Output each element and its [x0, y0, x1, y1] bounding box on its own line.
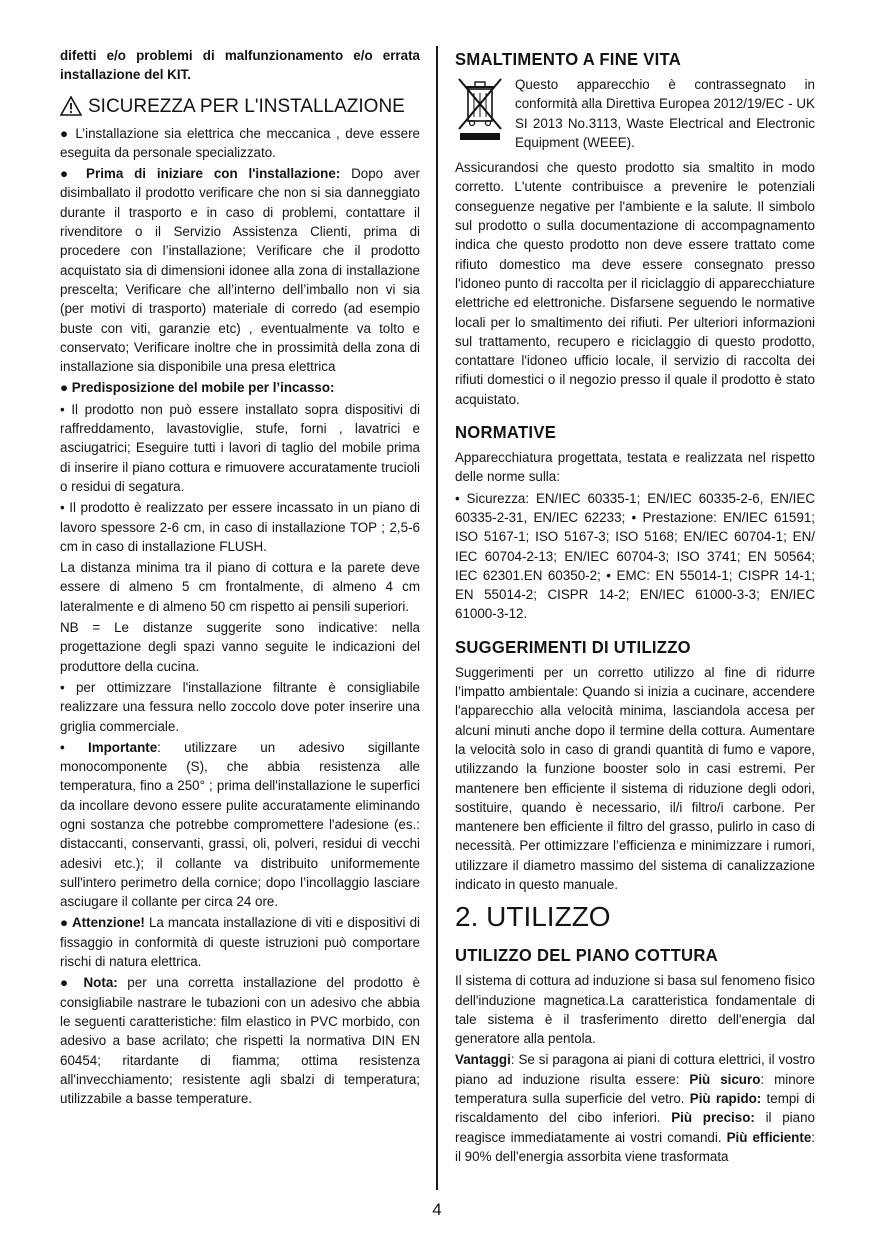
- paragraph: ● Predisposizione del mobile per l’incasso:: [60, 380, 335, 396]
- paragraph: ● L’installazione sia elettrica che meccanica , deve essere eseguita da personale specializzato.: [60, 125, 420, 160]
- paragraph: Vantaggi: Se si paragona ai piani di cottura elettrici, il vostro piano ad induzione risulta essere: Più sicuro: minore temperatura sulla superficie del vetro. Più rapido: tempi di riscaldamento del cibo inferiori. Più preciso: il piano reagisce immediatamente ai vostri comandi. Più efficiente: il 90% dell'energia assorbita viene trasformata: [455, 1052, 815, 1164]
- disposal-heading: SMALTIMENTO A FINE VITA: [455, 49, 682, 69]
- warning-triangle-icon: [60, 96, 82, 116]
- paragraph: Suggerimenti per un corretto utilizzo al fine di ridurre l’impatto ambientale: Quando si inizia a cucinare, accendere l'apparecchio alla velocità minima, lasciandola accesa per alcuni minuti anche dopo il termine della cottura. Aumentare la velocità solo in caso di grandi quantità di fumo e vapore, utilizzando la funzione booster solo in casi estremi. Per mantenere ben efficiente il sistema di riduzione degli odori, sostituire, quando è necessario, il/i filtro/i carbone. Per mantenere ben efficiente il filtro del grasso, pulirlo in caso di necessità. Per ottimizzare l’efficienza e minimizzare i rumori, utilizzare il diametro massimo del sistema di canalizzazione indicato in questo manuale.: [455, 664, 815, 892]
- paragraph: • Sicurezza: EN/IEC 60335-1; EN/IEC 60335-2-6, EN/IEC 60335-2-31, EN/IEC 62233; • Prestazione: EN/IEC 61591; ISO 5167-1; ISO 5167-3; ISO 5168; EN/IEC 60704-1; EN/ IEC 60704-2-13; EN/IEC 60704-3; ISO 3741; EN 50564; IEC 62301.EN 60350-2; • EMC: EN 55014-1; CISPR 14-1; EN 55014-2; CISPR 14-2; EN/IEC 61000-3-3; EN/IEC 61000-3-12.: [455, 490, 815, 622]
- paragraph: NB = Le distanze suggerite sono indicative: nella progettazione degli spazi vanno seguite le indicazioni del produttore della cucina.: [60, 620, 420, 674]
- page-number: 4: [432, 1200, 442, 1219]
- use-heading: UTILIZZO DEL PIANO COTTURA: [455, 945, 718, 966]
- weee-block: [455, 75, 815, 152]
- paragraph: La distanza minima tra il piano di cottura e la parete deve essere di almeno 5 cm frontalmente, di almeno 4 cm lateralmente e di almeno 50 cm rispetto ai pensili superiori.: [60, 560, 420, 614]
- safety-heading: [60, 95, 420, 118]
- paragraph: Apparecchiatura progettata, testata e realizzata nel rispetto delle norme sulla:: [455, 450, 815, 485]
- right-column: [455, 46, 815, 1168]
- paragraph: ● Attenzione! La mancata installazione di viti e dispositivi di fissaggio in conformità di queste istruzioni può comportare rischi di natura elettrica.: [60, 915, 420, 970]
- paragraph: ● Nota: per una corretta installazione del prodotto è consigliabile nastrare le tubazioni con un adesivo che abbia le seguenti caratteristiche: film elastico in PVC morbido, con adesivo a base acrilato; che rispetti la normativa DIN EN 60454; ritardante di fiamma; ottima resistenza all'invecchiamento; resistente agli sbalzi di temperatura; utilizzabile a basse temperature.: [60, 975, 420, 1107]
- paragraph: Assicurandosi che questo prodotto sia smaltito in modo corretto. L'utente contribuisce a prevenire le potenziali conseguenze negative per l'ambiente e la salute. Il simbolo sul prodotto o sulla documentazione di accompagnamento indica che questo prodotto non deve essere trattato come rifiuto domestico ma deve essere consegnato presso l'idoneo punto di raccolta per il riciclaggio di apparecchiature elettriche ed elettroniche. Disfarsene seguendo le normative locali per lo smaltimento dei rifiuti. Per ulteriori informazioni sul trattamento, recupero e riciclaggio di questo prodotto, contattare l'idoneo ufficio locale, il servizio di raccolta dei rifiuti domestici o il negozio presso il quale il prodotto è stato acquistato.: [455, 160, 815, 407]
- intro-text: difetti e/o problemi di malfunzionamento e/o errata installazione del KIT.: [60, 48, 420, 83]
- paragraph: • Il prodotto è realizzato per essere incassato in un piano di lavoro spessore 2-6 cm, in caso di installazione TOP ; 2,5-6 cm in caso di installazione FLUSH.: [60, 500, 420, 554]
- safety-heading-text: SICUREZZA PER L'INSTALLAZIONE: [88, 95, 405, 117]
- paragraph: • Il prodotto non può essere installato sopra dispositivi di raffreddamento, lavastoviglie, stufe, forni , lavatrici e asciugatrici; Eseguire tutti i lavori di taglio del mobile prima di inserire il piano cottura e rimuovere accuratamente trucioli o residui di segatura.: [60, 401, 420, 494]
- left-column: [60, 46, 420, 1110]
- column-divider: [436, 46, 438, 1190]
- paragraph: Il sistema di cottura ad induzione si basa sul fenomeno fisico dell'induzione magnetica.La caratteristica fondamentale di tale sistema è il trasferimento diretto dell'energia dal generatore alla pentola.: [455, 973, 815, 1047]
- paragraph: • Importante: utilizzare un adesivo sigillante monocomponente (S), che abbia resistenza alle temperatura, fino a 250° ; prima dell'installazione le superfici da incollare devono essere pulite accuratamente eliminando ogni sostanza che potrebbe compromettere l'adesione (es.: distaccanti, conservanti, grassi, oli, polveri, residui di vecchi adesivi etc.); il collante va distribuito uniformemente sull'intero perimetro della cornice; dopo l’incollaggio lasciare asciugare il collante per circa 24 ore.: [60, 739, 421, 910]
- crossed-out-bin-icon: [455, 75, 507, 143]
- weee-text: Questo apparecchio è contrassegnato in conformità alla Direttiva Europea 2012/19/EC - UK SI 2013 No.3113, Waste Electrical and Electronic Equipment (WEEE).: [515, 77, 815, 150]
- section-title: 2. UTILIZZO: [455, 901, 611, 933]
- norms-heading: NORMATIVE: [455, 422, 557, 443]
- paragraph: • per ottimizzare l'installazione filtrante è consigliabile realizzare una fessura nello zoccolo dove poter inserire una griglia commerciale.: [60, 679, 420, 734]
- tips-heading: SUGGERIMENTI DI UTILIZZO: [455, 636, 691, 657]
- paragraph: ● Prima di iniziare con l'installazione: Dopo aver disimballato il prodotto verificare che non si sia danneggiato durante il trasporto e in caso di problemi, contattare il rivenditore o il Servizio Assistenza Clienti, prima di procedere con l’installazione; Verificare che il prodotto acquistato sia di dimensioni idonee alla zona di installazione prescelta; Verificare che all’interno dell’imballo non vi sia (per motivi di trasporto) materiale di corredo (ad esempio buste con viti, garanzie etc) , eventualmente va tolto e conservato; Verificare inoltre che in prossimità della zona di installazione sia disponibile una presa elettrica: [60, 166, 420, 375]
